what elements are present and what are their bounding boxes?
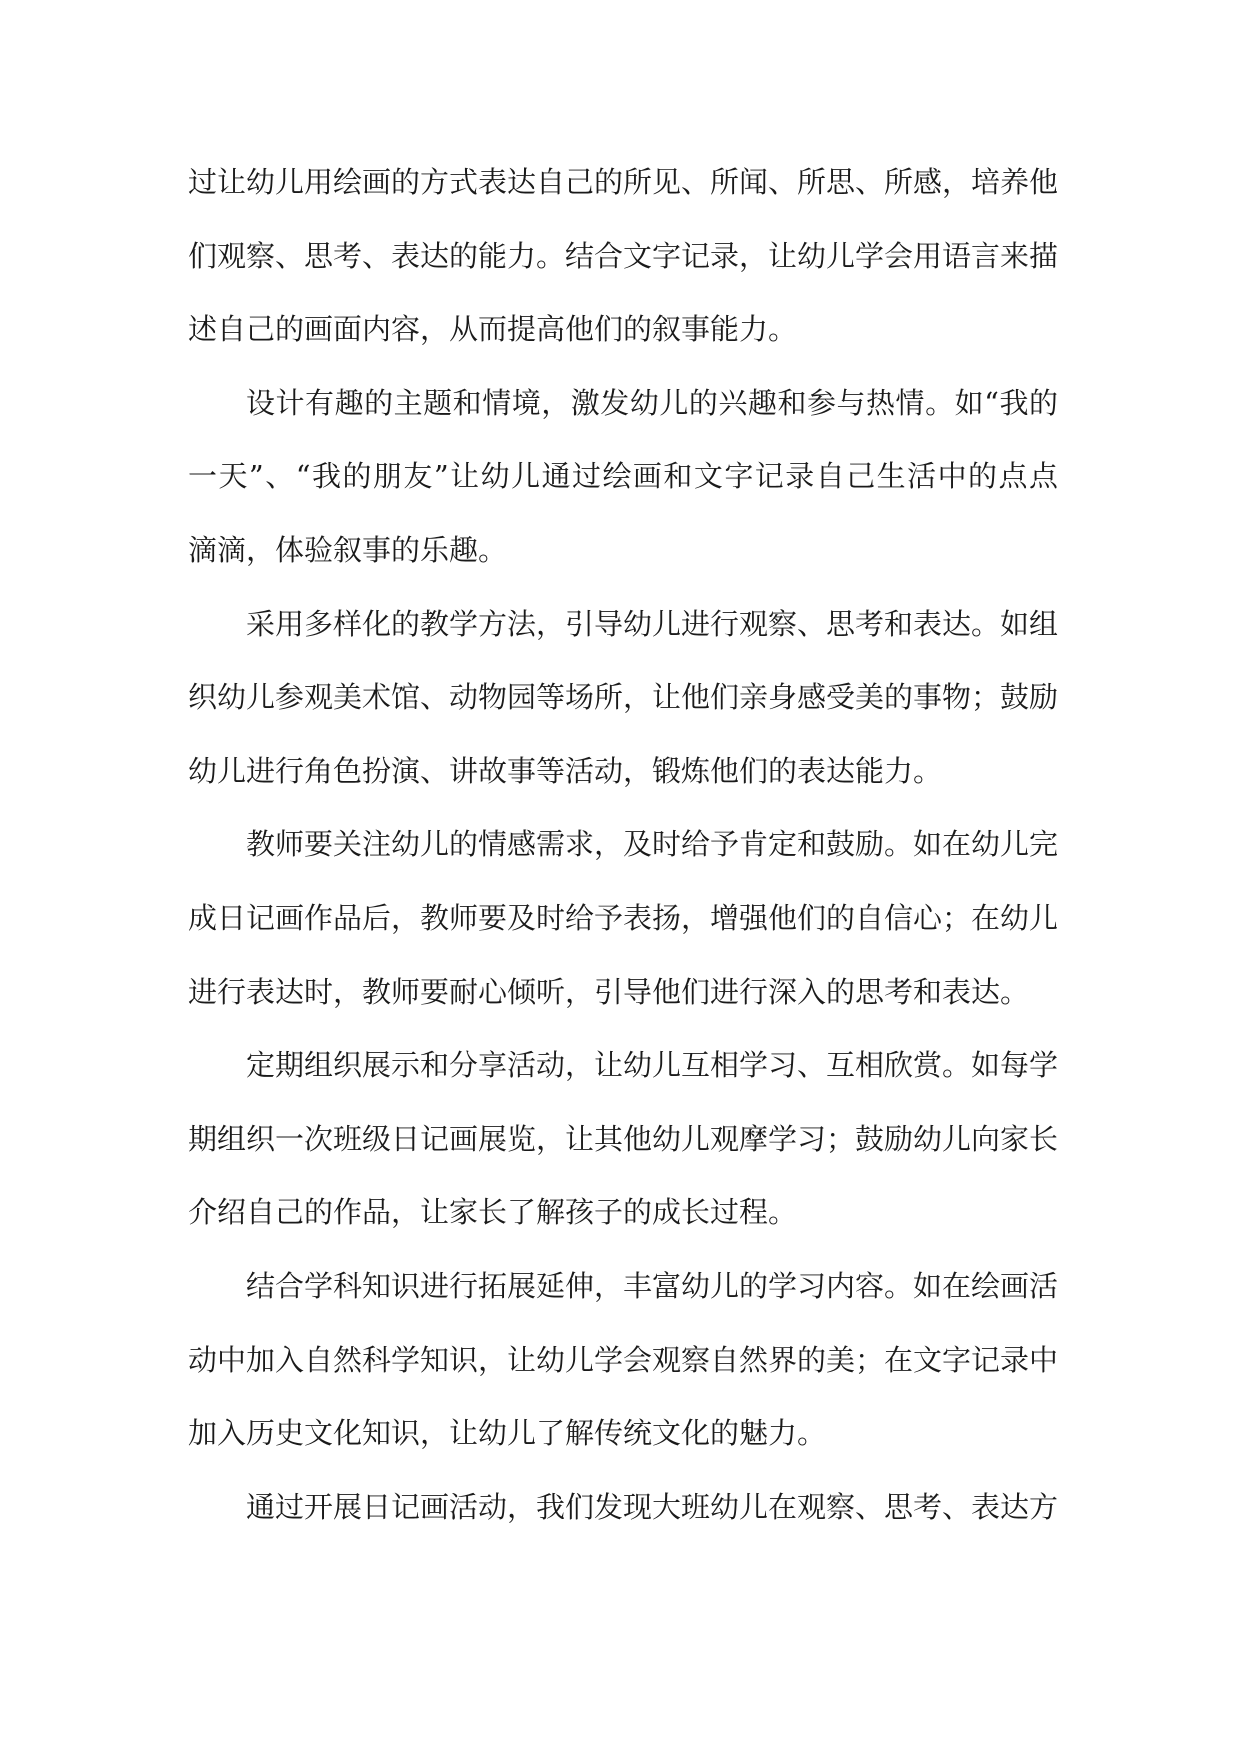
body-text <box>188 146 1058 1544</box>
text-line: 教师要关注幼儿的情感需求，及时给予肯定和鼓励。如在幼儿完 <box>246 827 1058 862</box>
text-line: 期组织一次班级日记画展览，让其他幼儿观摩学习；鼓励幼儿向家长 <box>188 1121 1058 1156</box>
text-line: 们观察、思考、表达的能力。结合文字记录，让幼儿学会用语言来描 <box>188 238 1058 273</box>
text-line: 一天”、“我的朋友”让幼儿通过绘画和文字记录自己生活中的点点 <box>188 459 1058 494</box>
text-line: 加入历史文化知识，让幼儿了解传统文化的魅力。 <box>188 1416 827 1451</box>
text-line: 采用多样化的教学方法，引导幼儿进行观察、思考和表达。如组 <box>246 606 1058 641</box>
text-line: 进行表达时，教师要耐心倾听，引导他们进行深入的思考和表达。 <box>188 974 1030 1009</box>
text-line: 动中加入自然科学知识，让幼儿学会观察自然界的美；在文字记录中 <box>188 1342 1058 1377</box>
text-line: 介绍自己的作品，让家长了解孩子的成长过程。 <box>188 1195 798 1230</box>
text-line: 成日记画作品后，教师要及时给予表扬，增强他们的自信心；在幼儿 <box>188 900 1058 935</box>
text-line: 滴滴，体验叙事的乐趣。 <box>188 532 508 567</box>
text-line: 幼儿进行角色扮演、讲故事等活动，锻炼他们的表达能力。 <box>188 753 943 788</box>
text-line: 结合学科知识进行拓展延伸，丰富幼儿的学习内容。如在绘画活 <box>246 1268 1058 1303</box>
text-line: 过让幼儿用绘画的方式表达自己的所见、所闻、所思、所感，培养他 <box>188 165 1058 199</box>
text-line: 织幼儿参观美术馆、动物园等场所，让他们亲身感受美的事物；鼓励 <box>188 680 1058 715</box>
text-line: 设计有趣的主题和情境，激发幼儿的兴趣和参与热情。如“我的 <box>246 385 1058 420</box>
text-line: 定期组织展示和分享活动，让幼儿互相学习、互相欣赏。如每学 <box>246 1048 1058 1083</box>
text-line: 述自己的画面内容，从而提高他们的叙事能力。 <box>188 312 798 347</box>
text-line: 通过开展日记画活动，我们发现大班幼儿在观察、思考、表达方 <box>246 1489 1058 1524</box>
